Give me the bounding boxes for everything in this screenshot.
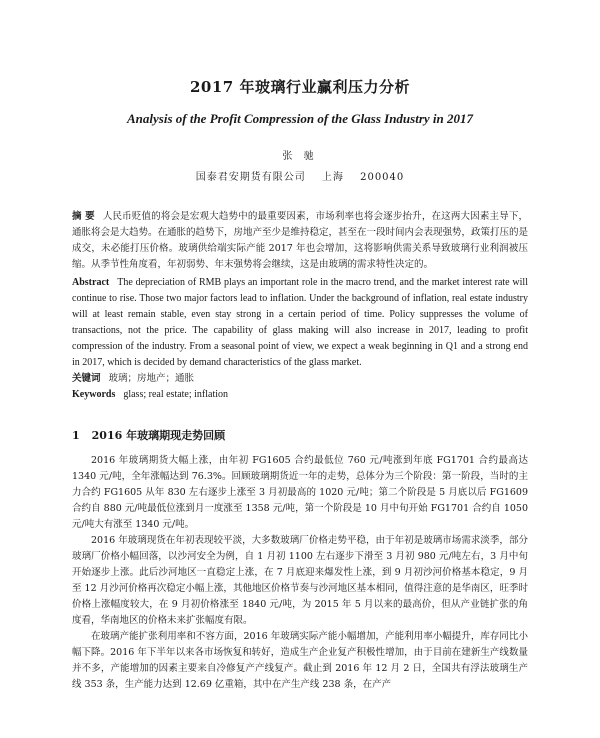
body-paragraph-3: 在玻璃产能扩张利用率和不容方面，2016 年玻璃实际产能小幅增加，产能利用率小幅提升，库存同比小幅下降。2016 年下半年以来各市场恢复和转好，造成生产企业复产积极性增加，由于目前在建新生产线数量并不多，产能增加的因素主要来自冷修复产产线复产。截止到 2016 年 12 月 2 日，全国共有浮法玻璃生产线 353 条，生产能力达到 12.69 亿重箱，其中在产生产线 238 条，在产产 [72,631,528,690]
section-number: 1 [72,429,80,442]
keywords-english-label: Keywords [72,389,116,400]
abstract-chinese-text: 人民币贬值的将会是宏观大趋势中的最重要因素，市场利率也将会逐步抬升，在这两大因素主导下，通胀将会是大趋势。在通胀的趋势下，房地产至少是维持稳定，甚至在一段时间内会表现强势，政策打压的是成交，未必能打压价格。玻璃供给端实际产能 2017 年也会增加，这将影响供需关系导致玻璃行业利润被压缩。从季节性角度看，年初弱势、年末强势将会继续，这是由玻璃的需求特性决定的。 [72,211,529,270]
keywords-chinese [72,371,528,387]
keywords-chinese-label: 关键词 [72,373,101,384]
abstract-english-label: Abstract [72,277,110,288]
body-paragraph-1: 2016 年玻璃期货大幅上涨，由年初 FG1605 合约最低位 760 元/吨涨到年底 FG1701 合约最高达 1340 元/吨，全年涨幅达到 76.3%。回顾玻璃期货近一年的走势，总体分为三个阶段：第一阶段，当时的主力合约 FG1605 从年 830 左右逐步上涨至 3 月初最高的 1020 元/吨；第二个阶段是 5 月底以后 FG1609 合约自 880 元/吨最低位涨到月一度涨至 1358 元/吨，第一个阶段是 10 月中旬开始 FG1701 合约自 1050 元/吨大有涨至 1340 元/吨。 [72,455,528,530]
affiliation-org: 国泰君安期货有限公司 [195,172,306,183]
abstract-english [72,275,528,371]
affiliation [72,168,528,183]
body-paragraph-2: 2016 年玻璃现货在年初表现较平淡，大多数玻璃厂价格走势平稳，由于年初是玻璃市场需求淡季，部分玻璃厂价格小幅回落，以沙河安全为例，自 1 月初 1100 左右逐步下滑至 3 月初 980 元/吨左右，3 月中旬开始逐步上涨。此后沙河地区一直稳定上涨，在 7 月底迎来爆发性上涨，到 9 月初沙河价格基本稳定，9 月至 12 月沙河价格再次稳定小幅上涨，其他地区价格节奏与沙河地区基本相同，值得注意的是华南区，旺季时价格上涨幅度较大，在 9 月初价格涨至 1840 元/吨，为 2015 年 5 月以来的最高价，但从产业链扩张的角度看，华南地区的价格未来扩张幅度有限。 [72,535,528,626]
section-heading-1 [72,427,528,443]
abstract-english-text: The depreciation of RMB plays an important role in the macro trend, and the market interest rate will continue to rise. Those two major factors lead to inflation. Under the background of inflation, real estate industry will at least remain stable, even stay strong in a certain period of time. Policy suppresses the volume of transactions, not the price. The capability of glass making will also increase in 2017, leading to profit compression of the industry. From a seasonal point of view, we expect a weak beginning in Q1 and a strong end in 2017, which is decided by demand characteristics of the glass market. [72,277,528,368]
affiliation-city: 上海 [321,172,344,183]
author-name: 张 驰 [282,151,318,162]
abstract-chinese-label: 摘 要 [72,211,95,222]
abstract-chinese [72,209,528,273]
title-english: Analysis of the Profit Compression of the Glass Industry in 2017 [127,111,473,126]
keywords-chinese-text: 玻璃；房地产；通胀 [108,373,195,384]
affiliation-zip: 200040 [360,172,405,183]
keywords-english-text: glass; real estate; inflation [123,389,229,400]
section-title: 2016 年玻璃期现走势回顾 [91,429,226,442]
keywords-english [72,387,528,403]
title-chinese: 2017 年玻璃行业赢利压力分析 [190,78,410,96]
